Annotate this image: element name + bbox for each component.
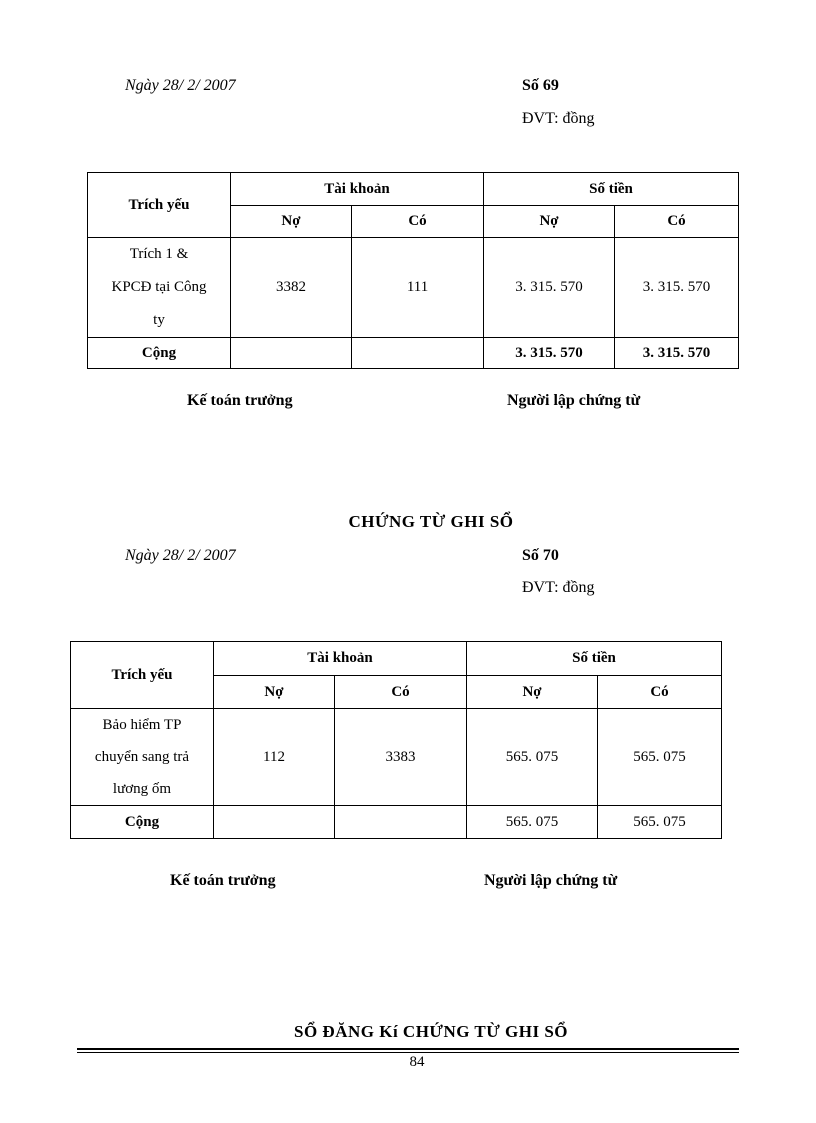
- total-tk-co: [335, 806, 467, 839]
- total-tk-no: [231, 338, 352, 369]
- header-tien-no: Nợ: [467, 676, 598, 709]
- row-tk-co: 3383: [335, 709, 467, 806]
- header-tk-no: Nợ: [231, 206, 352, 238]
- total-tien-no: 3. 315. 570: [484, 338, 615, 369]
- row-description-line: lương ốm: [112, 781, 172, 797]
- header-tien-no: Nợ: [484, 206, 615, 238]
- voucher2-number: Số 70: [522, 547, 559, 564]
- footer-rule: [77, 1052, 739, 1053]
- header-trich-yeu: Trích yếu: [88, 173, 231, 238]
- voucher1-sign-preparer: Người lập chứng từ: [507, 392, 641, 409]
- row-tk-no: 3382: [231, 238, 352, 338]
- header-tien-co: Có: [598, 676, 722, 709]
- voucher2-date: Ngày 28/ 2/ 2007: [125, 547, 236, 564]
- total-tien-co: 565. 075: [598, 806, 722, 839]
- header-tk-no: Nợ: [214, 676, 335, 709]
- footer-rule: [77, 1048, 739, 1050]
- total-label: Cộng: [88, 338, 231, 369]
- voucher2-sign-preparer: Người lập chứng từ: [484, 872, 618, 889]
- header-tien-co: Có: [615, 206, 739, 238]
- row-description-line: KPCĐ tại Công: [111, 279, 207, 295]
- voucher1-unit: ĐVT: đồng: [522, 110, 595, 127]
- row-description: [71, 709, 214, 806]
- header-tk-co: Có: [352, 206, 484, 238]
- register-title: SỔ ĐĂNG Kí CHỨNG TỪ GHI SỔ: [293, 1022, 568, 1041]
- header-tk-co: Có: [335, 676, 467, 709]
- voucher2-unit: ĐVT: đồng: [522, 579, 595, 596]
- voucher1-table: [87, 172, 739, 369]
- total-label: Cộng: [71, 806, 214, 839]
- header-so-tien: Số tiền: [467, 642, 722, 676]
- row-description-line: ty: [153, 312, 165, 328]
- voucher1-date: Ngày 28/ 2/ 2007: [125, 77, 236, 94]
- total-tien-co: 3. 315. 570: [615, 338, 739, 369]
- header-so-tien: Số tiền: [484, 173, 739, 206]
- voucher1-number: Số 69: [522, 77, 559, 94]
- voucher2-table: [70, 641, 722, 839]
- total-tk-no: [214, 806, 335, 839]
- page-number: 84: [409, 1054, 425, 1070]
- row-description-line: Trích 1 &: [129, 246, 189, 262]
- row-tien-co: 3. 315. 570: [615, 238, 739, 338]
- voucher1-sign-chief-accountant: Kế toán trưởng: [187, 392, 293, 409]
- row-description-line: chuyển sang trả: [94, 749, 190, 765]
- row-tien-no: 3. 315. 570: [484, 238, 615, 338]
- row-tien-co: 565. 075: [598, 709, 722, 806]
- row-tk-no: 112: [214, 709, 335, 806]
- header-tai-khoan: Tài khoản: [214, 642, 467, 676]
- voucher2-title: CHỨNG TỪ GHI SỔ: [348, 512, 514, 531]
- row-tk-co: 111: [352, 238, 484, 338]
- header-tai-khoan: Tài khoản: [231, 173, 484, 206]
- total-tk-co: [352, 338, 484, 369]
- total-tien-no: 565. 075: [467, 806, 598, 839]
- row-description: [88, 238, 231, 338]
- row-description-line: Bảo hiểm TP: [102, 717, 182, 733]
- row-tien-no: 565. 075: [467, 709, 598, 806]
- header-trich-yeu: Trích yếu: [71, 642, 214, 709]
- voucher2-sign-chief-accountant: Kế toán trưởng: [170, 872, 276, 889]
